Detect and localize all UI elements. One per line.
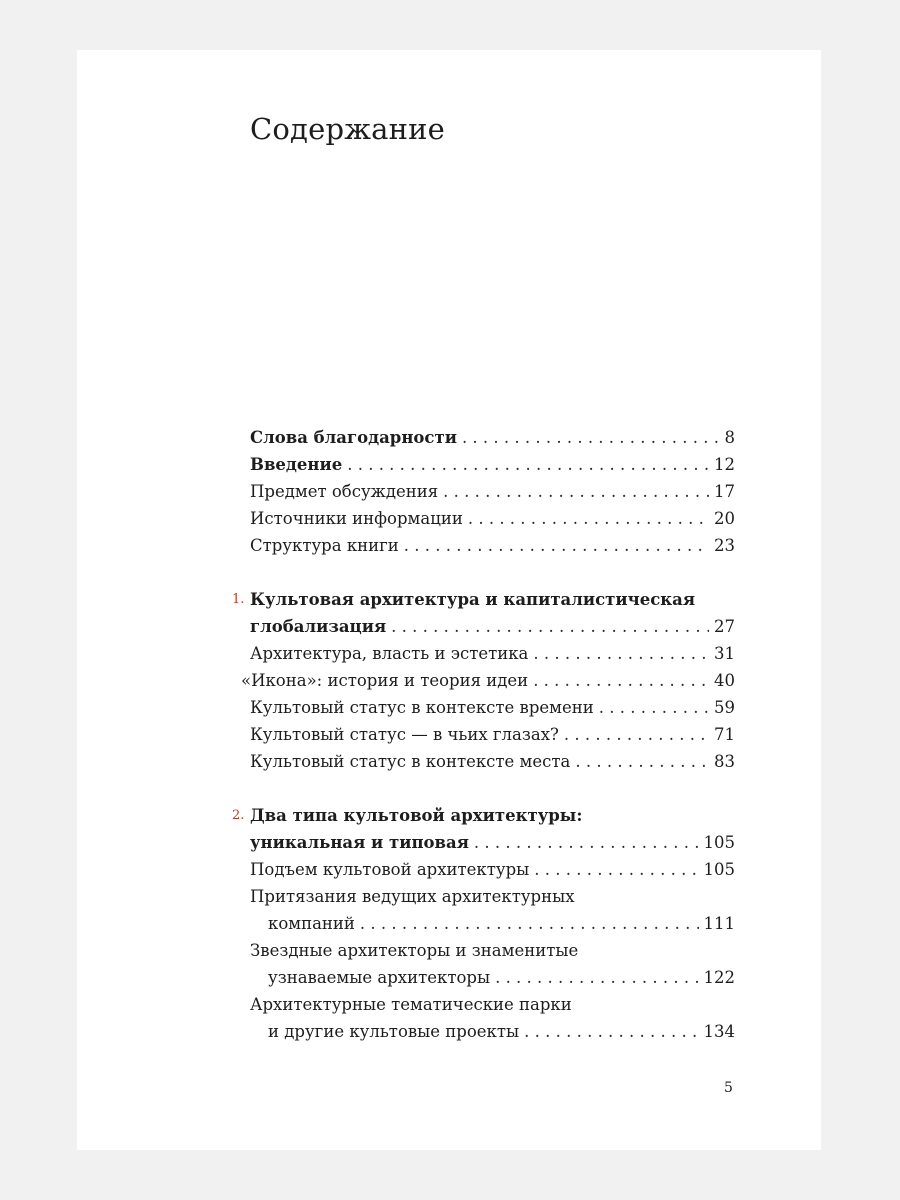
toc-entry-title: Культовый статус в контексте времени xyxy=(250,698,594,717)
toc-entry-page: 59 xyxy=(714,698,735,717)
toc-entry-page: 23 xyxy=(714,536,735,555)
chapter-number: 2. xyxy=(232,808,245,823)
leader-dots xyxy=(533,642,709,666)
chapter-title-line: глобализация xyxy=(250,617,387,636)
toc-entry-title: узнаваемые архитекторы xyxy=(268,968,491,987)
leader-dots xyxy=(468,507,709,531)
toc-entry xyxy=(250,696,735,723)
table-of-contents xyxy=(232,426,735,1047)
toc-entry-title: Притязания ведущих архитектурных xyxy=(250,887,575,906)
leader-dots xyxy=(462,426,720,450)
toc-entry xyxy=(250,723,735,750)
toc-entry-title: Подъем культовой архитектуры xyxy=(250,860,530,879)
toc-entry-page: 17 xyxy=(714,482,735,501)
leader-dots xyxy=(599,696,709,720)
leader-dots xyxy=(534,858,698,882)
toc-entry-page: 40 xyxy=(714,671,735,690)
chapter-title-line: Культовая архитектура и капиталистическая xyxy=(250,590,696,609)
toc-entry-page: 83 xyxy=(714,752,735,771)
page-number: 5 xyxy=(724,1080,733,1096)
toc-entry xyxy=(250,426,735,453)
toc-entry-line xyxy=(250,885,735,912)
chapter-number: 1. xyxy=(232,592,245,607)
toc-entry xyxy=(250,480,735,507)
leader-dots xyxy=(474,831,699,855)
toc-entry xyxy=(250,966,735,993)
chapter-title-line: Два типа культовой архитектуры: xyxy=(250,806,583,825)
leader-dots xyxy=(391,615,709,639)
toc-entry-title: «Икона»: история и теория идеи xyxy=(241,671,529,690)
toc-entry xyxy=(250,831,735,858)
toc-entry-line xyxy=(250,993,735,1020)
toc-entry-page: 12 xyxy=(714,455,735,474)
leader-dots xyxy=(575,750,709,774)
toc-entry-title: компаний xyxy=(268,914,355,933)
toc-entry-title: Культовый статус — в чьих глазах? xyxy=(250,725,559,744)
leader-dots xyxy=(404,534,709,558)
page-title: Содержание xyxy=(250,112,446,146)
chapter-title-line: уникальная и типовая xyxy=(250,833,469,852)
toc-entry-title: Структура книги xyxy=(250,536,399,555)
toc-entry xyxy=(250,453,735,480)
toc-entry xyxy=(250,1020,735,1047)
toc-entry-title: Звездные архитекторы и знаменитые xyxy=(250,941,579,960)
toc-entry xyxy=(250,858,735,885)
leader-dots xyxy=(347,453,709,477)
toc-entry-page: 105 xyxy=(703,833,735,852)
toc-entry-page: 27 xyxy=(714,617,735,636)
toc-entry-page: 8 xyxy=(724,428,735,447)
toc-entry-title: и другие культовые проекты xyxy=(268,1022,520,1041)
toc-entry xyxy=(250,615,735,642)
toc-entry-page: 134 xyxy=(703,1022,735,1041)
toc-entry-title: Введение xyxy=(250,455,343,474)
leader-dots xyxy=(443,480,709,504)
toc-entry xyxy=(250,534,735,561)
leader-dots xyxy=(564,723,709,747)
toc-entry xyxy=(250,750,735,777)
toc-entry-title: Архитектурные тематические парки xyxy=(250,995,572,1014)
toc-entry-page: 31 xyxy=(714,644,735,663)
toc-entry xyxy=(250,642,735,669)
toc-entry-line xyxy=(250,939,735,966)
toc-entry-page: 111 xyxy=(703,914,735,933)
toc-entry-title: Архитектура, власть и эстетика xyxy=(250,644,529,663)
toc-entry xyxy=(250,912,735,939)
toc-entry-title: Источники информации xyxy=(250,509,463,528)
toc-entry-page: 122 xyxy=(703,968,735,987)
chapter-heading xyxy=(232,804,735,831)
chapter-heading xyxy=(232,588,735,615)
toc-entry-page: 71 xyxy=(714,725,735,744)
toc-entry-page: 20 xyxy=(714,509,735,528)
toc-entry-page: 105 xyxy=(703,860,735,879)
leader-dots xyxy=(360,912,699,936)
toc-entry xyxy=(250,507,735,534)
toc-entry-title: Предмет обсуждения xyxy=(250,482,439,501)
toc-entry-title: Культовый статус в контексте места xyxy=(250,752,571,771)
leader-dots xyxy=(524,1020,698,1044)
toc-entry-title: Слова благодарности xyxy=(250,428,457,447)
leader-dots xyxy=(533,669,709,693)
toc-entry xyxy=(241,669,735,696)
book-page xyxy=(77,50,821,1150)
leader-dots xyxy=(495,966,698,990)
